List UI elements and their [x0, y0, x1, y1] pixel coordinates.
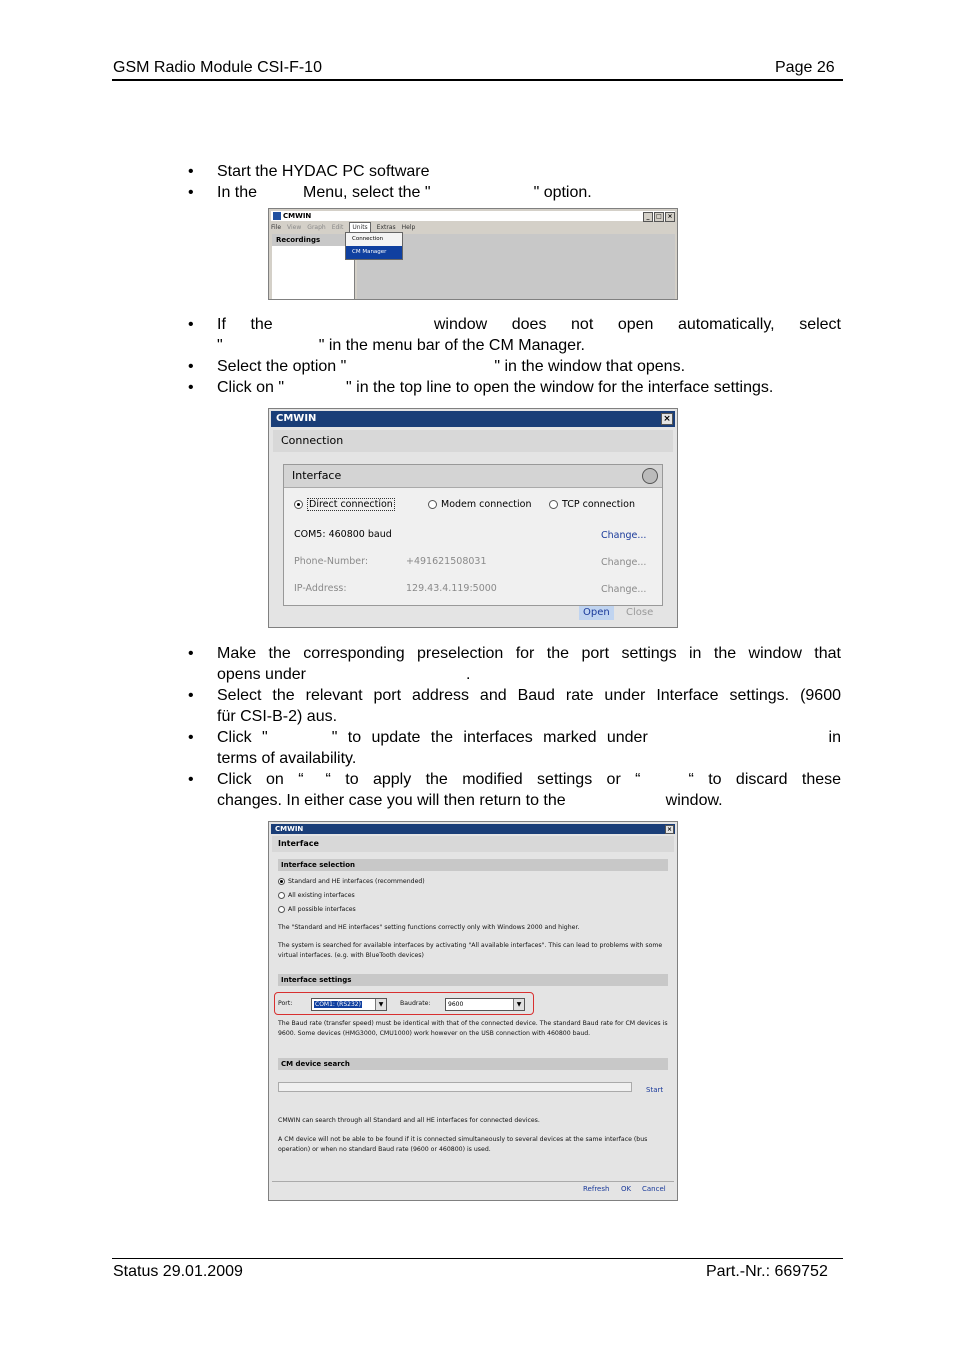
- radio-label: Modem connection: [441, 499, 532, 510]
- menu-item-connection[interactable]: Connection: [352, 236, 384, 242]
- chevron-down-icon: ▼: [375, 999, 386, 1010]
- units-dropdown: [345, 232, 403, 260]
- note-baud-rate: The Baud rate (transfer speed) must be identical with that of the connected device. The standard Baud rate for CM devices is 9600. Some devices (HMG3000, CMU1000) work however on the USB connection with 460800 baud.: [278, 1020, 668, 1037]
- bullet-text: in: [828, 729, 841, 746]
- bullet-text: “ to discard these: [688, 771, 842, 788]
- port-label: Port:: [278, 1000, 293, 1007]
- menu-item-cm-manager[interactable]: CM Manager: [346, 246, 402, 259]
- dialog-footer: [283, 606, 663, 622]
- bullet-text: window: [433, 316, 488, 333]
- radio-icon: [278, 892, 285, 899]
- bullet-list-2: [0, 314, 841, 398]
- cancel-button[interactable]: Cancel: [642, 1185, 666, 1193]
- recordings-header: Recordings: [272, 234, 354, 246]
- list-item: [0, 161, 841, 182]
- change-com-link[interactable]: Change...: [601, 530, 647, 541]
- note-windows: The "Standard and HE interfaces" setting functions correctly only with Windows 2000 and higher.: [278, 924, 580, 931]
- radio-modem-connection[interactable]: [428, 499, 532, 510]
- radio-label: All possible interfaces: [288, 906, 356, 913]
- bullet-text: the: [250, 316, 273, 333]
- radio-icon: [549, 500, 558, 509]
- bullet-text: Click ": [217, 729, 268, 746]
- menu-help[interactable]: Help: [401, 224, 416, 231]
- menu-extras[interactable]: Extras: [376, 224, 396, 231]
- group-header-search: CM device search: [278, 1058, 668, 1070]
- title-bar: [271, 824, 675, 834]
- bullet-line: [217, 790, 841, 811]
- radio-selected-icon: [278, 878, 285, 885]
- bullet-text: select: [799, 316, 841, 333]
- start-search-link[interactable]: Start: [646, 1086, 664, 1094]
- window-title: CMWIN: [276, 413, 317, 424]
- bullet-text: not: [571, 316, 594, 333]
- panel-title: Interface: [292, 469, 342, 482]
- title-bar: [271, 411, 675, 427]
- list-item: [0, 377, 841, 398]
- list-item: [0, 314, 841, 356]
- phone-label: Phone-Number:: [294, 556, 369, 567]
- note-search: CMWIN can search through all Standard and all HE interfaces for connected devices.: [278, 1117, 540, 1124]
- radio-all-existing[interactable]: [278, 891, 668, 901]
- ip-label: IP-Address:: [294, 583, 347, 594]
- footer-rule: [112, 1258, 843, 1259]
- bullet-line: [217, 664, 841, 685]
- section-header: Interface: [272, 836, 674, 852]
- interface-panel: [283, 464, 663, 606]
- screenshot-interface-settings: [268, 821, 678, 1201]
- dialog-footer: [272, 1181, 674, 1196]
- bullet-text: Menu, select the ": [303, 184, 431, 201]
- status-date: Status 29.01.2009: [113, 1263, 243, 1280]
- change-ip-link[interactable]: Change...: [601, 584, 647, 595]
- radio-selected-icon: [294, 500, 303, 509]
- close-icon[interactable]: ×: [666, 826, 673, 833]
- menu-units[interactable]: Units: [349, 222, 370, 234]
- bullet-text: Start the HYDAC PC software: [217, 163, 430, 180]
- bullet-text: automatically,: [677, 316, 775, 333]
- ip-value: 129.43.4.119:5000: [406, 583, 497, 594]
- radio-tcp-connection[interactable]: [549, 499, 635, 510]
- radio-all-possible[interactable]: [278, 905, 668, 915]
- bullet-line: [217, 727, 841, 748]
- search-progress-bar: [278, 1082, 632, 1092]
- bullet-text: open: [617, 316, 654, 333]
- status-indicator-icon: [642, 468, 658, 484]
- workspace-area: [357, 234, 675, 299]
- note-virtual-interfaces: The system is searched for available interfaces by activating "All available interfaces". This can lead to problems with some virtual interfaces. (e.g. with BlueTooth devices): [278, 942, 663, 959]
- minimize-icon[interactable]: _: [643, 212, 653, 222]
- baud-label: Baudrate:: [400, 1000, 431, 1007]
- bullet-line: [217, 314, 841, 335]
- phone-value: +491621508031: [406, 556, 487, 567]
- radio-standard-he[interactable]: [278, 877, 668, 887]
- list-item: [0, 356, 841, 377]
- radio-icon: [278, 906, 285, 913]
- bullet-list-3: [0, 643, 841, 811]
- group-header-settings: Interface settings: [278, 974, 668, 986]
- bullet-line: [217, 769, 841, 790]
- bullet-text: In the: [217, 184, 258, 201]
- window-title: CMWIN: [275, 825, 304, 833]
- bullet-text: Click on ": [217, 379, 285, 396]
- bullet-line: für CSI-B-2) aus.: [217, 708, 338, 725]
- radio-label: TCP connection: [562, 499, 635, 510]
- note-bus-operation: A CM device will not be able to be found if it is connected simultaneously to several devices at the same interface (bus operation) or when no standard Baud rate (9600 or 460800) is used.: [278, 1136, 648, 1153]
- radio-label: Standard and HE interfaces (recommended): [288, 878, 425, 885]
- bullet-text: does: [511, 316, 547, 333]
- bullet-text: " in the menu bar of the CM Manager.: [318, 337, 585, 354]
- bullet-text: " option.: [533, 184, 592, 201]
- section-header: Connection: [273, 430, 673, 452]
- list-item: [0, 727, 841, 769]
- bullet-text: ": [217, 337, 223, 354]
- screenshot-connection: [268, 408, 678, 628]
- bullet-text: If: [217, 316, 226, 333]
- bullet-list-1: [0, 161, 841, 203]
- list-item: [0, 182, 841, 203]
- radio-label: All existing interfaces: [288, 892, 355, 899]
- bullet-line: [217, 335, 841, 356]
- menu-file[interactable]: File: [271, 224, 282, 231]
- radio-icon: [428, 500, 437, 509]
- bullet-text: " in the top line to open the window for the interface settings.: [346, 379, 774, 396]
- maximize-icon[interactable]: □: [654, 212, 664, 222]
- radio-direct-connection[interactable]: [294, 499, 395, 510]
- menu-graph[interactable]: Graph: [307, 224, 326, 231]
- menu-view[interactable]: View: [287, 224, 302, 231]
- bullet-line: • Make the corresponding preselection for the port settings in the window that: [217, 645, 841, 662]
- close-icon[interactable]: ×: [665, 212, 675, 222]
- list-item: [0, 643, 841, 685]
- bullet-text: window.: [665, 792, 723, 809]
- group-header-selection: Interface selection: [278, 859, 668, 871]
- com-port-value: COM5: 460800 baud: [294, 529, 392, 540]
- document-title: GSM Radio Module CSI-F-10: [113, 59, 322, 76]
- refresh-button[interactable]: Refresh: [583, 1185, 610, 1193]
- app-icon: [273, 212, 281, 220]
- part-number: Part.-Nr.: 669752: [706, 1263, 828, 1280]
- chevron-down-icon: ▼: [513, 999, 524, 1010]
- ok-button[interactable]: OK: [621, 1185, 632, 1193]
- bullet-text: opens under: [217, 666, 306, 683]
- bullet-line: terms of availability.: [217, 750, 357, 767]
- screenshot-menu: [268, 208, 678, 300]
- bullet-text: Select the option ": [217, 358, 347, 375]
- menu-bar: [271, 222, 675, 232]
- recordings-panel: [272, 234, 355, 299]
- radio-label: Direct connection: [309, 499, 393, 510]
- header-rule: [112, 79, 843, 81]
- menu-edit[interactable]: Edit: [331, 224, 344, 231]
- bullet-text: changes. In either case you will then return to the: [217, 792, 566, 809]
- port-value: COM1: (RS232): [315, 1001, 361, 1008]
- close-icon[interactable]: ×: [661, 413, 673, 425]
- change-phone-link[interactable]: Change...: [601, 557, 647, 568]
- window-title: CMWIN: [283, 212, 312, 220]
- page-number: Page 26: [775, 59, 835, 76]
- bullet-line: • Select the relevant port address and Baud rate under Interface settings. (9600: [217, 687, 841, 704]
- panel-header: [284, 465, 662, 488]
- title-bar: [271, 211, 675, 221]
- bullet-text: .: [465, 666, 471, 683]
- open-button[interactable]: Open: [579, 606, 614, 620]
- highlight-frame: [274, 992, 534, 1015]
- list-item: [0, 685, 841, 727]
- bullet-text: " in the window that opens.: [494, 358, 686, 375]
- baud-value: 9600: [448, 1001, 464, 1008]
- list-item: [0, 769, 841, 811]
- close-button[interactable]: Close: [626, 607, 654, 618]
- bullet-text: Click on “: [217, 771, 304, 788]
- bullet-text: " to update the interfaces marked under: [331, 729, 648, 746]
- bullet-text: “ to apply the modified settings or “: [325, 771, 641, 788]
